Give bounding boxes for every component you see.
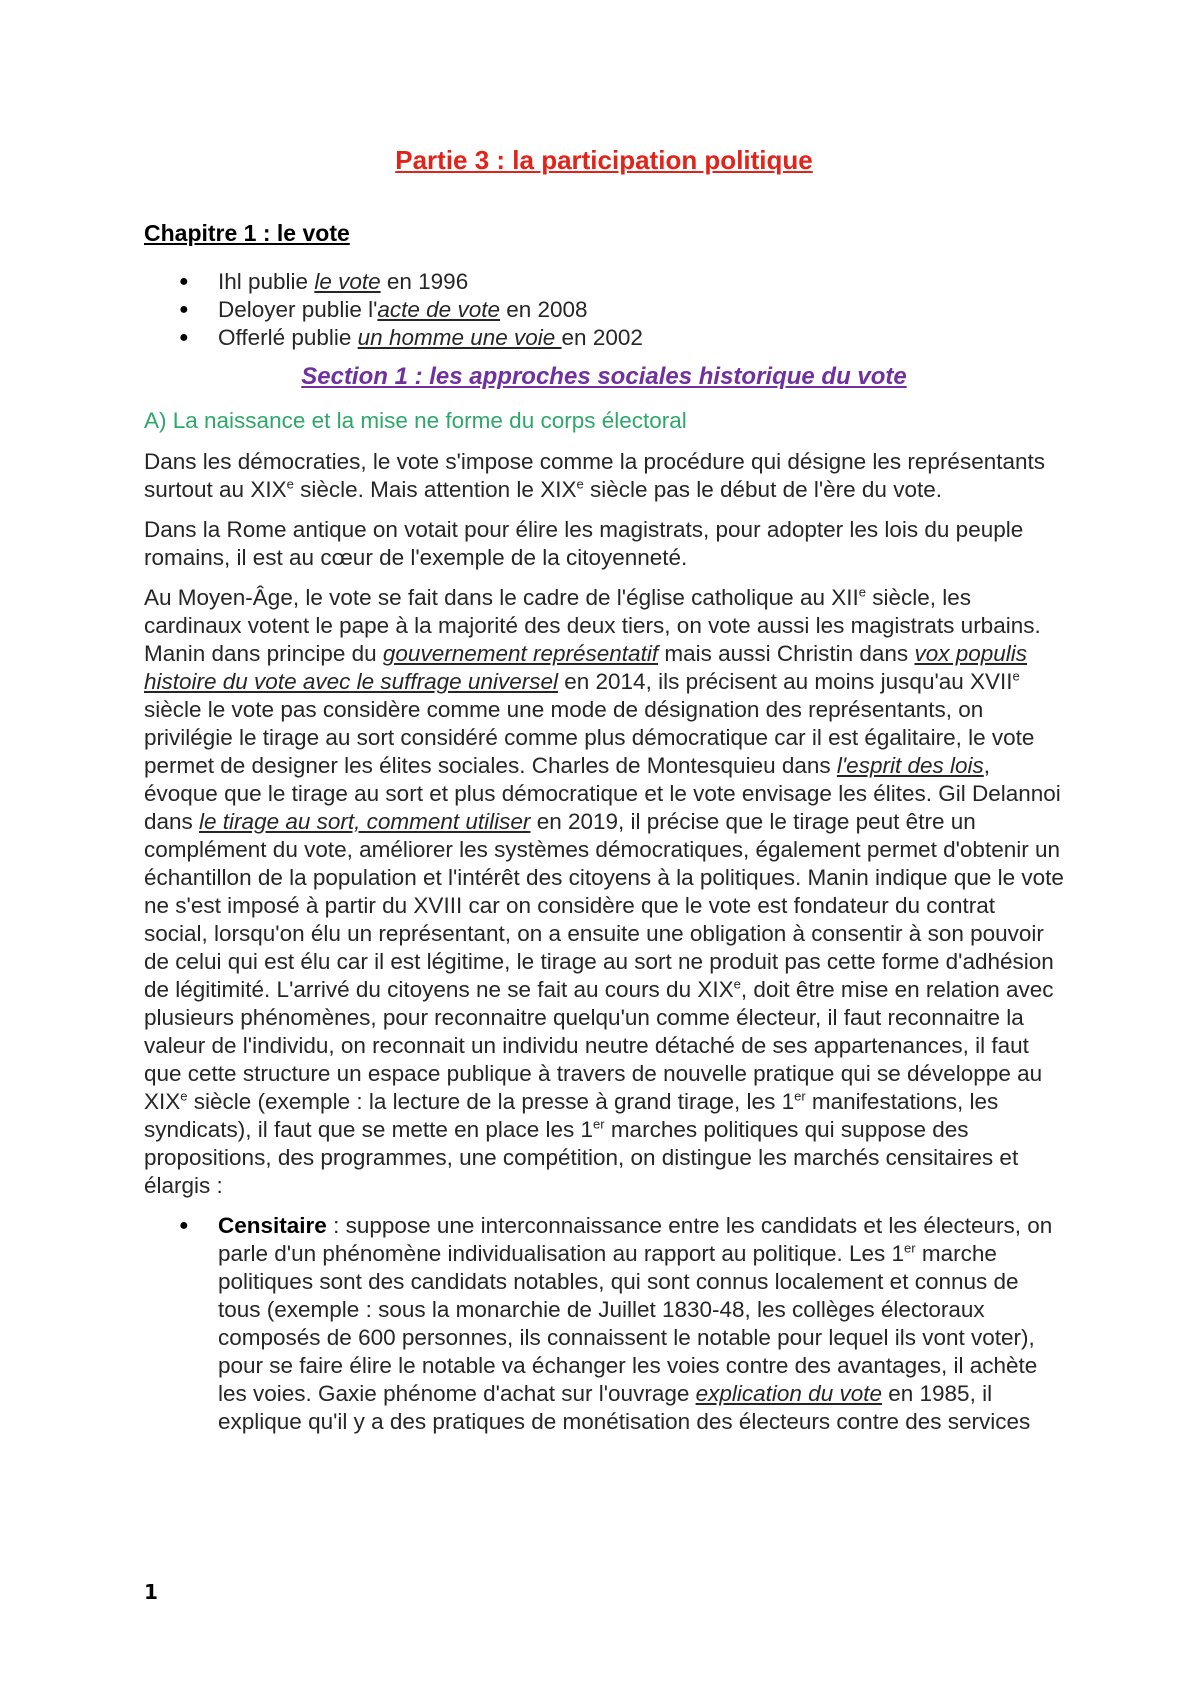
subsection-heading: A) La naissance et la mise ne forme du corps électoral [144, 408, 687, 433]
list-item [144, 1212, 1064, 1436]
superscript: e [576, 476, 584, 492]
work-title: vox populis histoire du vote avec le suffrage universel [144, 641, 1028, 694]
text: Dans les démocraties, le vote s'impose comme la procédure qui désigne les représentants surtout au XIX [144, 449, 1045, 502]
item-text: en 2008 [499, 297, 588, 322]
work-title: le tirage au sort, comment utiliser [199, 809, 531, 834]
paragraph-3 [144, 584, 1064, 1200]
section-heading: Section 1 : les approches sociales historique du vote [301, 363, 907, 390]
superscript: e [180, 1088, 188, 1104]
page-number: 1 [144, 1580, 158, 1604]
paragraph-2: Dans la Rome antique on votait pour élire les magistrats, pour adopter les lois du peuple romains, il est au cœur de l'exemple de la citoyenneté. [144, 517, 1024, 570]
paragraph-1 [144, 448, 1064, 504]
work-title: un homme une voie [357, 325, 562, 350]
text: marche politiques sont des candidats notables, qui sont connus localement et connus de tous (exemple : sous la monarchie de Juillet 1830-48, les collèges électoraux composés de 600 personnes, ils connaissent le notable pour lequel ils vont voter), pour se faire élire le notable va échanger les voies contre des avantages, il achète les voies. Gaxie phénome d'achat sur l'ouvrage [218, 1241, 1038, 1406]
bibliography-list [144, 268, 1064, 352]
list-item [144, 324, 1064, 352]
term-label: Censitaire [218, 1213, 327, 1238]
text: en 1985, il explique qu'il y a des pratiques de monétisation des électeurs contre des services [218, 1381, 1031, 1434]
superscript: e [858, 584, 866, 600]
item-text: Ihl publie [218, 269, 315, 294]
superscript: er [904, 1240, 916, 1256]
text: , doit être mise en relation avec plusieurs phénomènes, pour reconnaitre quelqu'un comme électeur, il faut reconnaitre la valeur de l'individu, on reconnait un individu neutre détaché de ses appartenances, il faut que cette structure un espace publique à travers de nouvelle pratique qui se développe au XIX [144, 977, 1054, 1114]
text: manifestations, les syndicats), il faut que se mette en place les 1 [144, 1089, 999, 1142]
work-title: gouvernement représentatif [382, 641, 659, 666]
page-content [144, 138, 1064, 1436]
list-item [144, 296, 1064, 324]
text: siècle le vote pas considère comme une mode de désignation des représentants, on privilégie le tirage au sort considéré comme plus démocratique car il est égalitaire, le vote permet de designer les élites sociales. Charles de Montesquieu dans [144, 697, 1035, 778]
list-item [144, 268, 1064, 296]
text: Au Moyen-Âge, le vote se fait dans le cadre de l'église catholique au XII [144, 585, 859, 610]
work-title: l'esprit des lois [836, 753, 984, 778]
chapter-heading: Chapitre 1 : le vote [144, 220, 350, 246]
text: siècle, les cardinaux votent le pape à la majorité des deux tiers, on vote aussi les magistrats urbains. Manin dans principe du [144, 585, 1041, 666]
item-text: Deloyer publie l' [218, 297, 378, 322]
superscript: er [593, 1116, 605, 1132]
superscript: e [733, 976, 741, 992]
market-types-list [144, 1212, 1064, 1436]
text: siècle. Mais attention le XIX [293, 477, 577, 502]
item-text: en 2002 [561, 325, 643, 350]
text: siècle pas le début de l'ère du vote. [583, 477, 942, 502]
text: marches politiques qui suppose des propositions, des programmes, une compétition, on distingue les marchés censitaires et élargis : [144, 1117, 1019, 1198]
text: en 2014, ils précisent au moins jusqu'au XVII [557, 669, 1013, 694]
text: siècle (exemple : la lecture de la presse à grand tirage, les 1 [187, 1089, 795, 1114]
text: mais aussi Christin dans [658, 641, 915, 666]
work-title: le vote [314, 269, 381, 294]
page-title: Partie 3 : la participation politique [395, 145, 813, 175]
work-title: explication du vote [695, 1381, 882, 1406]
superscript: er [794, 1088, 806, 1104]
text: : suppose une interconnaissance entre les candidats et les électeurs, on parle d'un phénomène individualisation au rapport au politique. Les 1 [218, 1213, 1053, 1266]
superscript: e [1012, 668, 1020, 684]
item-text: en 1996 [380, 269, 469, 294]
text: en 2019, il précise que le tirage peut être un complément du vote, améliorer les systèmes démocratiques, également permet d'obtenir un échantillon de la population et l'intérêt des citoyens à la politiques. Manin indique que le vote ne s'est imposé à partir du XVIII car on considère que le vote est fondateur du contrat social, lorsqu'on élu un représentant, on a ensuite une obligation à consentir à son pouvoir de celui qui est élu car il est légitime, le tirage au sort ne produit pas cette forme d'adhésion de légitimité. L'arrivé du citoyens ne se fait au cours du XIX [144, 809, 1064, 1002]
item-text: Offerlé publie [218, 325, 358, 350]
superscript: e [286, 476, 294, 492]
text: , évoque que le tirage au sort et plus démocratique et le vote envisage les élites. Gil Delannoi dans [144, 753, 1061, 834]
work-title: acte de vote [377, 297, 500, 322]
